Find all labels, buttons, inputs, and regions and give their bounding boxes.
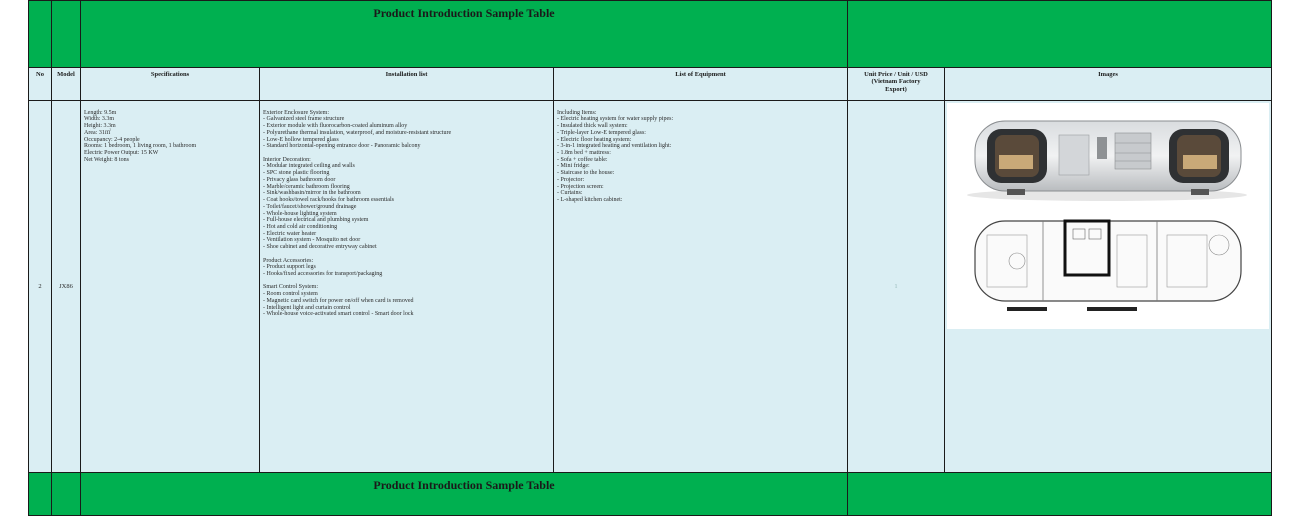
title-cell-model <box>51 0 81 68</box>
installation-line: - Standard horizontal-opening entrance door - Panoramic balcony <box>263 143 421 150</box>
footer-cell-no <box>28 472 52 516</box>
installation-line: - Full-house electrical and plumbing system <box>263 217 369 224</box>
installation-line: Smart Control System: <box>263 284 319 291</box>
installation-line <box>263 251 550 258</box>
cell-installation-list <box>259 100 554 473</box>
equipment-line: - Electric floor heating system: <box>557 136 632 143</box>
spec-line: Area: 31㎡ <box>84 129 111 136</box>
installation-line: - Ventilation system - Mosquito net door <box>263 237 361 244</box>
equipment-line: - 3-in-1 integrated heating and ventilation light: <box>557 143 672 150</box>
installation-line: Product Accessories: <box>263 257 314 264</box>
header-list-of-equipment: List of Equipment <box>553 67 848 101</box>
spec-line: Length: 9.5m <box>84 109 117 116</box>
installation-line <box>263 150 550 157</box>
installation-line: - SPC stone plastic flooring <box>263 170 330 177</box>
equipment-line: - Sofa + coffee table: <box>557 156 608 163</box>
spec-line: Width: 3.3m <box>84 116 115 123</box>
installation-line: Interior Decoration: <box>263 156 311 163</box>
equipment-line: - Projection screen: <box>557 183 604 190</box>
equipment-line: - Electric heating system for water supply pipes: <box>557 116 674 123</box>
equipment-line: - L-shaped kitchen cabinet: <box>557 197 623 204</box>
equipment-line: - Staircase to the house: <box>557 170 615 177</box>
installation-line: - Polyurethane thermal insulation, waterproof, and moisture-resistant structure <box>263 129 452 136</box>
floor-plan-image <box>947 213 1269 327</box>
installation-line: - Magnetic card switch for power on/off when card is removed <box>263 297 414 304</box>
footer-cell-right <box>847 472 1272 516</box>
cell-specifications <box>80 100 260 473</box>
installation-list <box>263 110 550 318</box>
installation-line: - Privacy glass bathroom door <box>263 176 336 183</box>
installation-line: - Intelligent light and curtain control <box>263 304 351 311</box>
spec-line: Rooms: 1 bedroom, 1 living room, 1 bathroom <box>84 143 197 150</box>
installation-line: - Exterior module with fluorocarbon-coated aluminum alloy <box>263 123 408 130</box>
equipment-line: - Mini fridge: <box>557 163 590 170</box>
installation-line: - Hooks/fixed accessories for transport/packaging <box>263 270 383 277</box>
spec-line: Net Weight: 8 tons <box>84 156 129 163</box>
spec-line: Electric Power Output: 15 KW <box>84 150 159 157</box>
equipment-line: - Insulated thick wall system: <box>557 123 628 130</box>
header-installation-list: Installation list <box>259 67 554 101</box>
product-table <box>28 0 1272 516</box>
installation-line: - Toilet/faucet/shower/ground drainage <box>263 203 357 210</box>
equipment-line: - Curtains: <box>557 190 583 197</box>
header-specifications: Specifications <box>80 67 260 101</box>
header-unit-price: Unit Price / Unit / USD (Vietnam Factory Export) <box>847 67 945 101</box>
title-cell-no <box>28 0 52 68</box>
spec-line: Height: 3.3m <box>84 123 116 130</box>
installation-line: - Whole-house lighting system <box>263 210 337 217</box>
header-images: Images <box>944 67 1272 101</box>
exterior-render-image <box>947 103 1269 213</box>
title-cell-right <box>847 0 1272 68</box>
equipment-list <box>557 110 844 204</box>
installation-line <box>263 278 550 285</box>
installation-line: - Hot and cold air conditioning <box>263 223 338 230</box>
header-no: No <box>28 67 52 101</box>
equipment-line: - Triple-layer Low-E tempered glass: <box>557 129 646 136</box>
specifications-list <box>84 110 256 164</box>
table-title: Product Introduction Sample Table <box>80 0 848 68</box>
product-images <box>947 103 1269 329</box>
installation-line: - Room control system <box>263 291 318 298</box>
equipment-line: Including Items: <box>557 109 597 116</box>
equipment-line: - Projector: <box>557 176 585 183</box>
footer-cell-model <box>51 472 81 516</box>
cell-model: JX86 <box>51 100 81 473</box>
installation-line: - Product support legs <box>263 264 316 271</box>
installation-line: - Modular integrated ceiling and walls <box>263 163 355 170</box>
installation-line: - Marble/ceramic bathroom flooring <box>263 183 350 190</box>
equipment-line: - 1.8m bed + mattress: <box>557 150 611 157</box>
installation-line: - Low-E hollow tempered glass <box>263 136 339 143</box>
installation-line: - Sink/washbasin/mirror in the bathroom <box>263 190 361 197</box>
installation-line: - Whole-house voice-activated smart control - Smart door lock <box>263 311 414 318</box>
installation-line: - Shoe cabinet and decorative entryway cabinet <box>263 244 377 251</box>
header-model: Model <box>51 67 81 101</box>
footer-table-title: Product Introduction Sample Table <box>80 472 848 516</box>
spec-line: Occupancy: 2-4 people <box>84 136 140 143</box>
installation-line: - Electric water heater <box>263 230 317 237</box>
cell-no: 2 <box>28 100 52 473</box>
cell-unit-price: 1 <box>847 100 945 473</box>
cell-list-of-equipment <box>553 100 848 473</box>
installation-line: Exterior Enclosure System: <box>263 109 329 116</box>
installation-line: - Coat hooks/towel rack/hooks for bathroom essentials <box>263 197 394 204</box>
installation-line: - Galvanized steel frame structure <box>263 116 345 123</box>
cell-images <box>944 100 1272 473</box>
